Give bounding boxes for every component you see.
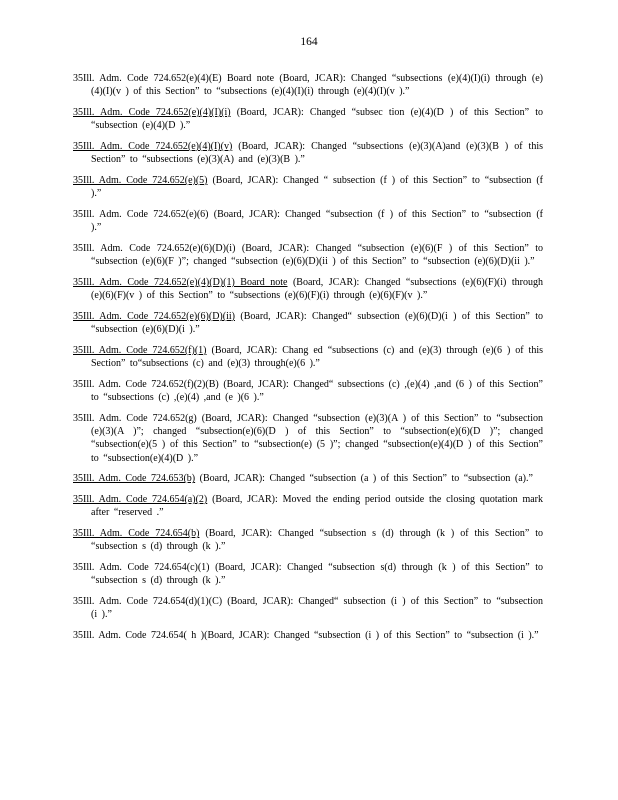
amendment-text: (Board, JCAR): Changed “subsection (e)(6)(F ) of this Section” to “subsection (e)(6)(F )”; changed “subsection (e)(6)(D)(ii ) of this Section” to “subsection (e)(6)(D)(ii ).” bbox=[91, 243, 543, 268]
citation: 35Ill. Adm. Code 724.652(e)(6)(D)(i) bbox=[73, 243, 236, 254]
amendment-text: (Board, JCAR): Changed “subsection s(d) through (k ) of this Section” to “subsection s (d) through (k ).” bbox=[91, 562, 544, 587]
amendment-entry bbox=[73, 493, 543, 519]
amendment-text: (Board, JCAR): Changed “subsection (e)(3)(A ) of this Section” to “subsection (e)(3)(A )”; changed “subsection(e)(6)(D ) of this Section” to “subsection(e)(6)(D )”; changed “subsection(e)(5 ) of this Section” to “subsection(e) (5 )”; changed “subsection(e)(4)(D ) of this Section” to “subsection(e)(4)(D ).” bbox=[91, 413, 543, 464]
amendment-entry bbox=[73, 106, 543, 132]
citation: 35Ill. Adm. Code 724.654(a)(2) bbox=[73, 494, 208, 506]
amendment-text: (Board, JCAR): Changed “subsection (f ) of this Section” to “subsection (f ).” bbox=[91, 209, 544, 234]
amendment-entry bbox=[73, 310, 543, 336]
amendment-entry bbox=[73, 629, 543, 642]
amendment-entry bbox=[73, 561, 543, 587]
page-number: 164 bbox=[300, 36, 318, 48]
citation: 35Ill. Adm. Code 724.652(f)(1) bbox=[73, 345, 207, 356]
citation: 35Ill. Adm. Code 724.652(e)(4)(I)(v) bbox=[73, 141, 233, 152]
citation: 35Ill. Adm. Code 724.652(e)(4)(E) Board note bbox=[73, 73, 275, 84]
amendment-entry bbox=[73, 72, 543, 98]
amendment-entry bbox=[73, 140, 543, 166]
amendment-entry bbox=[73, 208, 543, 234]
amendment-text: (Board, JCAR): Chang ed “subsections (c) and (e)(3) through (e)(6 ) of this Section” to“subsections (c) and (e)(3) through(e)(6 ).” bbox=[91, 345, 543, 370]
citation: 35Ill. Adm. Code 724.654( h ) bbox=[73, 630, 205, 642]
amendment-entry bbox=[73, 595, 543, 621]
amendment-text: (Board, JCAR): Moved the ending period outside the closing quotation mark after “reserved .” bbox=[91, 494, 544, 519]
amendment-text: (Board, JCAR): Changed “subsections (e)(4)(I)(i) through (e)(4)(I)(v ) of this Section” to “subsections (e)(4)(I)(i) through (e)(4)(I)(v ).” bbox=[91, 73, 543, 98]
amendment-text: (Board, JCAR): Changed “subsection (i ) of this Section” to “subsection (i ).” bbox=[204, 630, 539, 642]
citation: 35Ill. Adm. Code 724.652(e)(4)(D)(1) Board note bbox=[73, 277, 288, 288]
amendment-list bbox=[73, 72, 543, 650]
amendment-text: (Board, JCAR): Changed “subsec tion (e)(4)(D ) of this Section” to “subsection (e)(4)(D ).” bbox=[91, 107, 543, 132]
citation: 35Ill. Adm. Code 724.654(b) bbox=[73, 528, 200, 540]
citation: 35Ill. Adm. Code 724.652(e)(6) bbox=[73, 209, 209, 220]
amendment-text: (Board, JCAR): Changed “subsections (e)(3)(A)and (e)(3)(B ) of this Section” to “subsections (e)(3)(A) and (e)(3)(B ).” bbox=[91, 141, 543, 166]
amendment-entry bbox=[73, 174, 543, 200]
citation: 35Ill. Adm. Code 724.654(d)(1)(C) bbox=[73, 596, 223, 608]
citation: 35Ill. Adm. Code 724.652(e)(4)(I)(i) bbox=[73, 107, 231, 118]
citation: 35Ill. Adm. Code 724.652(f)(2)(B) bbox=[73, 379, 219, 390]
amendment-text: (Board, JCAR): Changed“ subsection (i ) of this Section” to “subsection (i ).” bbox=[91, 596, 544, 621]
amendment-entry bbox=[73, 378, 543, 404]
amendment-entry bbox=[73, 242, 543, 268]
citation: 35Ill. Adm. Code 724.653(b) bbox=[73, 473, 196, 485]
amendment-entry bbox=[73, 472, 543, 485]
citation: 35Ill. Adm. Code 724.652(g) bbox=[73, 413, 197, 424]
amendment-entry bbox=[73, 344, 543, 370]
amendment-entry bbox=[73, 276, 543, 302]
amendment-entry bbox=[73, 527, 543, 553]
amendment-text: (Board, JCAR): Changed “ subsection (f ) of this Section” to “subsection (f ).” bbox=[91, 175, 544, 200]
citation: 35Ill. Adm. Code 724.654(c)(1) bbox=[73, 562, 210, 574]
amendment-text: (Board, JCAR): Changed “subsection s (d) through (k ) of this Section” to “subsection s (d) through (k ).” bbox=[91, 528, 544, 553]
amendment-text: (Board, JCAR): Changed “subsection (a ) of this Section” to “subsection (a).” bbox=[195, 473, 533, 485]
amendment-text: (Board, JCAR): Changed “subsections (e)(6)(F)(i) through (e)(6)(F)(v ) of this Section” to “subsections (e)(6)(F)(i) through (e)(6)(F)(v ).” bbox=[91, 277, 543, 302]
citation: 35Ill. Adm. Code 724.652(e)(5) bbox=[73, 175, 208, 186]
amendment-text: (Board, JCAR): Changed“ subsection (e)(6)(D)(i ) of this Section” to “subsection (e)(6)(D)(i ).” bbox=[91, 311, 543, 336]
amendment-text: (Board, JCAR): Changed“ subsections (c) ,(e)(4) ,and (6 ) of this Section” to “subsections (c) ,(e)(4) ,and (e )(6 ).” bbox=[91, 379, 543, 404]
amendment-entry bbox=[73, 412, 543, 465]
citation: 35Ill. Adm. Code 724.652(e)(6)(D)(ii) bbox=[73, 311, 235, 322]
